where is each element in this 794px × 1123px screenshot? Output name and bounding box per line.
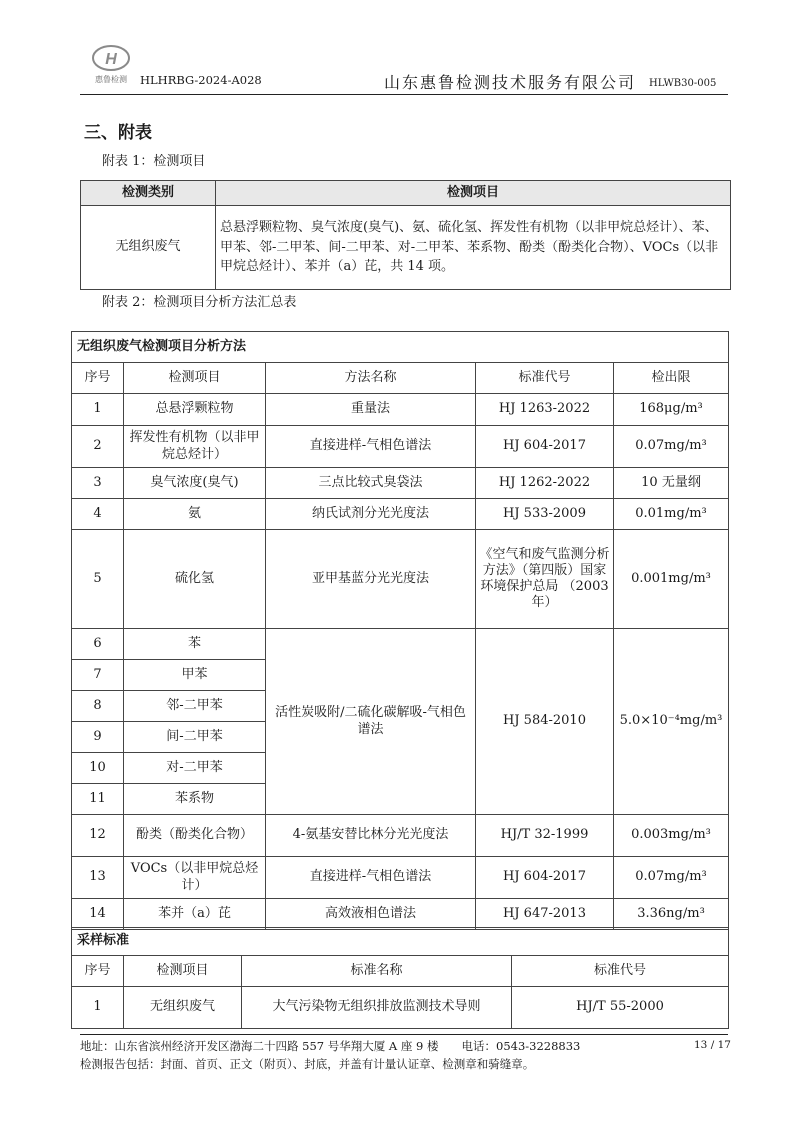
row-item: 无组织废气 <box>124 987 242 1029</box>
row-no: 1 <box>72 394 124 426</box>
company-logo <box>86 38 136 88</box>
company-name: 山东惠鲁检测技术服务有限公司 <box>384 73 637 92</box>
row-limit: 0.001mg/m³ <box>614 530 729 629</box>
header-no: 序号 <box>72 956 124 987</box>
section-header: 无组织废气检测项目分析方法 <box>72 332 729 363</box>
table-row <box>72 394 729 426</box>
row-limit: 0.003mg/m³ <box>614 815 729 857</box>
group-method: 活性炭吸附/二硫化碳解吸-气相色谱法 <box>266 629 476 815</box>
table-row <box>72 987 729 1029</box>
row-method: 三点比较式臭袋法 <box>266 468 476 499</box>
header-standard: 标准代号 <box>476 363 614 394</box>
row-no: 4 <box>72 499 124 530</box>
header-items: 检测项目 <box>216 181 731 206</box>
table-row <box>72 499 729 530</box>
section-title: 三、附表 <box>84 123 152 143</box>
row-limit: 0.07mg/m³ <box>614 426 729 468</box>
row-no: 11 <box>72 784 124 815</box>
row-method: 直接进样-气相色谱法 <box>266 426 476 468</box>
header-method: 方法名称 <box>266 363 476 394</box>
row-item: 甲苯 <box>124 660 266 691</box>
row-method: 高效液相色谱法 <box>266 899 476 930</box>
footer-divider <box>80 1034 728 1035</box>
row-item: 臭气浓度(臭气) <box>124 468 266 499</box>
row-no: 6 <box>72 629 124 660</box>
row-item: 氨 <box>124 499 266 530</box>
row-name: 大气污染物无组织排放监测技术导则 <box>242 987 512 1029</box>
table-row <box>72 426 729 468</box>
header-item: 检测项目 <box>124 956 242 987</box>
table-row <box>72 530 729 629</box>
row-method: 重量法 <box>266 394 476 426</box>
row-no: 9 <box>72 722 124 753</box>
row-method: 纳氏试剂分光光度法 <box>266 499 476 530</box>
row-standard: HJ/T 55-2000 <box>512 987 729 1029</box>
header-item: 检测项目 <box>124 363 266 394</box>
row-no: 13 <box>72 857 124 899</box>
header-divider <box>80 94 728 95</box>
row-limit: 0.07mg/m³ <box>614 857 729 899</box>
table-row <box>72 899 729 930</box>
row-limit: 0.01mg/m³ <box>614 499 729 530</box>
row-standard: HJ 533-2009 <box>476 499 614 530</box>
row-standard: HJ 647-2013 <box>476 899 614 930</box>
row-standard: 《空气和废气监测分析方法》（第四版）国家环境保护总局 （2003 年） <box>476 530 614 629</box>
row-method: 亚甲基蓝分光光度法 <box>266 530 476 629</box>
table-row <box>72 468 729 499</box>
row-item: 邻-二甲苯 <box>124 691 266 722</box>
row-standard: HJ 604-2017 <box>476 857 614 899</box>
row-no: 5 <box>72 530 124 629</box>
category-cell: 无组织废气 <box>81 206 216 290</box>
row-item: 挥发性有机物（以非甲烷总烃计） <box>124 426 266 468</box>
row-item: VOCs（以非甲烷总烃计） <box>124 857 266 899</box>
row-limit: 168μg/m³ <box>614 394 729 426</box>
page-number: 13 / 17 <box>694 1039 731 1051</box>
group-standard: HJ 584-2010 <box>476 629 614 815</box>
footer-note: 检测报告包括：封面、首页、正文（附页）、封底，并盖有计量认证章、检测章和骑缝章。 <box>80 1057 535 1071</box>
analysis-methods-table <box>71 331 729 930</box>
table-row <box>72 857 729 899</box>
row-standard: HJ/T 32-1999 <box>476 815 614 857</box>
row-standard: HJ 604-2017 <box>476 426 614 468</box>
row-limit: 3.36ng/m³ <box>614 899 729 930</box>
header-name: 标准名称 <box>242 956 512 987</box>
row-no: 12 <box>72 815 124 857</box>
header-standard: 标准代号 <box>512 956 729 987</box>
row-item: 总悬浮颗粒物 <box>124 394 266 426</box>
row-standard: HJ 1262-2022 <box>476 468 614 499</box>
row-standard: HJ 1263-2022 <box>476 394 614 426</box>
table2-caption: 附表 2：检测项目分析方法汇总表 <box>102 295 297 310</box>
row-item: 苯并（a）芘 <box>124 899 266 930</box>
table1-caption: 附表 1：检测项目 <box>102 154 206 169</box>
row-item: 对-二甲苯 <box>124 753 266 784</box>
row-no: 10 <box>72 753 124 784</box>
row-method: 直接进样-气相色谱法 <box>266 857 476 899</box>
table-row <box>72 815 729 857</box>
items-cell: 总悬浮颗粒物、臭气浓度(臭气)、氨、硫化氢、挥发性有机物（以非甲烷总烃计）、苯、甲苯、邻-二甲苯、间-二甲苯、对-二甲苯、苯系物、酚类（酚类化合物）、VOCs（以非甲烷总烃计）、苯并（a）芘，共 14 项。 <box>216 206 731 290</box>
row-limit: 10 无量纲 <box>614 468 729 499</box>
header-category: 检测类别 <box>81 181 216 206</box>
svg-text:H: H <box>105 51 117 68</box>
row-no: 7 <box>72 660 124 691</box>
row-no: 2 <box>72 426 124 468</box>
row-item: 硫化氢 <box>124 530 266 629</box>
footer-address: 地址：山东省滨州经济开发区渤海二十四路 557 号华翔大厦 A 座 9 楼 电话：0543-3228833 <box>80 1039 581 1053</box>
section-header: 采样标准 <box>72 928 729 956</box>
report-code: HLHRBG-2024-A028 <box>140 73 262 87</box>
row-method: 4-氨基安替比林分光光度法 <box>266 815 476 857</box>
row-no: 14 <box>72 899 124 930</box>
row-no: 3 <box>72 468 124 499</box>
row-item: 酚类（酚类化合物） <box>124 815 266 857</box>
row-item: 间-二甲苯 <box>124 722 266 753</box>
form-code: HLWB30-005 <box>649 78 717 89</box>
sampling-standard-table <box>71 927 729 1029</box>
detection-items-table <box>80 180 731 290</box>
header-limit: 检出限 <box>614 363 729 394</box>
row-no: 8 <box>72 691 124 722</box>
row-item: 苯系物 <box>124 784 266 815</box>
table-row <box>72 629 729 660</box>
header-no: 序号 <box>72 363 124 394</box>
row-no: 1 <box>72 987 124 1029</box>
group-limit: 5.0×10⁻⁴mg/m³ <box>614 629 729 815</box>
row-item: 苯 <box>124 629 266 660</box>
svg-text:惠鲁检测: 惠鲁检测 <box>95 75 127 84</box>
